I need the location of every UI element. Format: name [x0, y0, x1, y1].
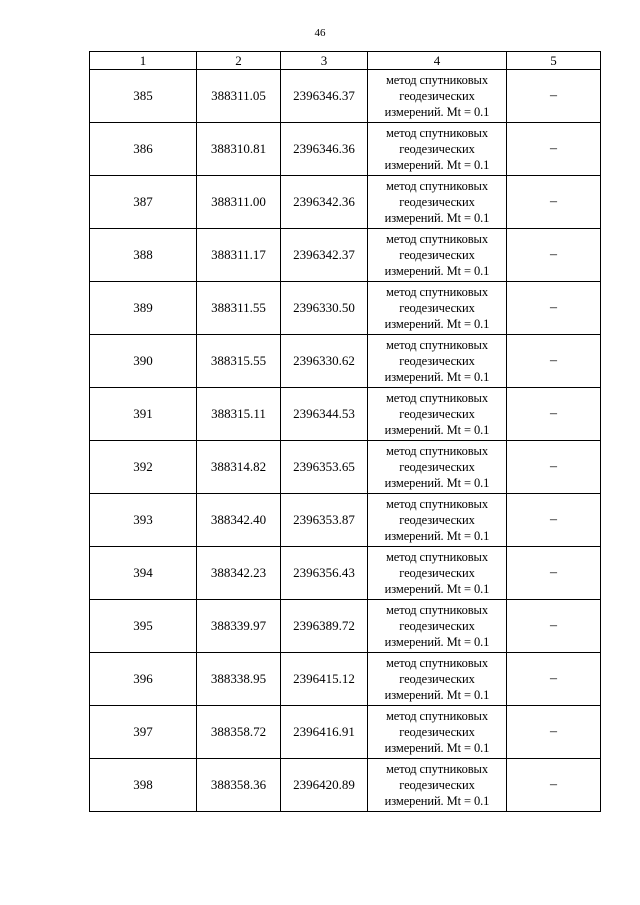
x-coordinate-cell: 388358.72 [197, 706, 281, 759]
point-number-cell: 392 [90, 441, 197, 494]
method-text-line-2: геодезических [399, 248, 475, 262]
table-row [90, 653, 601, 706]
x-coordinate-cell: 388314.82 [197, 441, 281, 494]
method-text-line-3: измерений. Mt = 0.1 [384, 529, 490, 543]
point-number-cell: 390 [90, 335, 197, 388]
table-row [90, 547, 601, 600]
y-coordinate-cell: 2396356.43 [281, 547, 368, 600]
point-number-cell: 398 [90, 759, 197, 812]
page-number: 46 [314, 27, 326, 39]
method-text-line-3: измерений. Mt = 0.1 [384, 741, 490, 755]
x-coordinate-cell: 388339.97 [197, 600, 281, 653]
method-text-line-1: метод спутниковых [386, 285, 488, 299]
x-coordinate-cell: 388310.81 [197, 123, 281, 176]
table-row [90, 176, 601, 229]
method-text-line-3: измерений. Mt = 0.1 [384, 794, 490, 808]
note-cell: – [507, 388, 601, 441]
point-number-cell: 395 [90, 600, 197, 653]
note-cell: – [507, 441, 601, 494]
method-cell [368, 759, 507, 812]
y-coordinate-cell: 2396330.62 [281, 335, 368, 388]
method-text-line-1: метод спутниковых [386, 709, 488, 723]
method-cell [368, 123, 507, 176]
method-text-line-2: геодезических [399, 301, 475, 315]
method-text-line-2: геодезических [399, 513, 475, 527]
x-coordinate-cell: 388358.36 [197, 759, 281, 812]
point-number-cell: 388 [90, 229, 197, 282]
method-text-line-1: метод спутниковых [386, 603, 488, 617]
note-cell: – [507, 706, 601, 759]
coordinates-table [89, 51, 601, 812]
method-text-line-2: геодезических [399, 566, 475, 580]
note-cell: – [507, 229, 601, 282]
method-cell [368, 70, 507, 123]
point-number-cell: 394 [90, 547, 197, 600]
note-cell: – [507, 282, 601, 335]
note-cell: – [507, 335, 601, 388]
y-coordinate-cell: 2396389.72 [281, 600, 368, 653]
point-number-cell: 387 [90, 176, 197, 229]
note-cell: – [507, 653, 601, 706]
table-row [90, 388, 601, 441]
y-coordinate-cell: 2396420.89 [281, 759, 368, 812]
point-number-cell: 393 [90, 494, 197, 547]
method-cell [368, 600, 507, 653]
table-row [90, 759, 601, 812]
point-number-cell: 385 [90, 70, 197, 123]
method-text-line-2: геодезических [399, 195, 475, 209]
x-coordinate-cell: 388315.55 [197, 335, 281, 388]
x-coordinate-cell: 388311.00 [197, 176, 281, 229]
method-cell [368, 706, 507, 759]
x-coordinate-cell: 388342.40 [197, 494, 281, 547]
method-text-line-2: геодезических [399, 89, 475, 103]
method-text-line-2: геодезических [399, 725, 475, 739]
note-cell: – [507, 70, 601, 123]
method-text-line-2: геодезических [399, 672, 475, 686]
method-text-line-1: метод спутниковых [386, 73, 488, 87]
method-text-line-1: метод спутниковых [386, 656, 488, 670]
table-header [90, 52, 601, 70]
method-text-line-1: метод спутниковых [386, 762, 488, 776]
x-coordinate-cell: 388311.05 [197, 70, 281, 123]
method-text-line-3: измерений. Mt = 0.1 [384, 211, 490, 225]
table-row [90, 441, 601, 494]
table-row [90, 706, 601, 759]
method-text-line-1: метод спутниковых [386, 179, 488, 193]
method-text-line-1: метод спутниковых [386, 126, 488, 140]
header-cell-2: 2 [197, 52, 281, 70]
method-text-line-1: метод спутниковых [386, 444, 488, 458]
method-text-line-2: геодезических [399, 142, 475, 156]
note-cell: – [507, 494, 601, 547]
point-number-cell: 386 [90, 123, 197, 176]
header-row [90, 52, 601, 70]
method-text-line-2: геодезических [399, 778, 475, 792]
point-number-cell: 391 [90, 388, 197, 441]
method-text-line-3: измерений. Mt = 0.1 [384, 582, 490, 596]
method-cell [368, 229, 507, 282]
method-text-line-3: измерений. Mt = 0.1 [384, 688, 490, 702]
method-text-line-3: измерений. Mt = 0.1 [384, 476, 490, 490]
note-cell: – [507, 600, 601, 653]
y-coordinate-cell: 2396342.37 [281, 229, 368, 282]
table-row [90, 600, 601, 653]
method-text-line-2: геодезических [399, 354, 475, 368]
header-cell-1: 1 [90, 52, 197, 70]
y-coordinate-cell: 2396330.50 [281, 282, 368, 335]
method-text-line-3: измерений. Mt = 0.1 [384, 264, 490, 278]
x-coordinate-cell: 388311.17 [197, 229, 281, 282]
method-text-line-1: метод спутниковых [386, 391, 488, 405]
method-text-line-2: геодезических [399, 619, 475, 633]
method-cell [368, 494, 507, 547]
point-number-cell: 389 [90, 282, 197, 335]
method-text-line-3: измерений. Mt = 0.1 [384, 158, 490, 172]
table-row [90, 335, 601, 388]
method-text-line-3: измерений. Mt = 0.1 [384, 635, 490, 649]
y-coordinate-cell: 2396346.37 [281, 70, 368, 123]
method-text-line-1: метод спутниковых [386, 338, 488, 352]
method-cell [368, 388, 507, 441]
method-text-line-2: геодезических [399, 407, 475, 421]
method-cell [368, 441, 507, 494]
y-coordinate-cell: 2396415.12 [281, 653, 368, 706]
table-row [90, 282, 601, 335]
table-row [90, 70, 601, 123]
y-coordinate-cell: 2396353.87 [281, 494, 368, 547]
x-coordinate-cell: 388338.95 [197, 653, 281, 706]
method-cell [368, 282, 507, 335]
method-text-line-1: метод спутниковых [386, 497, 488, 511]
method-text-line-3: измерений. Mt = 0.1 [384, 423, 490, 437]
table-body [90, 70, 601, 812]
note-cell: – [507, 176, 601, 229]
table-row [90, 229, 601, 282]
header-cell-3: 3 [281, 52, 368, 70]
header-cell-4: 4 [368, 52, 507, 70]
x-coordinate-cell: 388311.55 [197, 282, 281, 335]
method-text-line-3: измерений. Mt = 0.1 [384, 370, 490, 384]
method-text-line-3: измерений. Mt = 0.1 [384, 317, 490, 331]
y-coordinate-cell: 2396342.36 [281, 176, 368, 229]
method-cell [368, 176, 507, 229]
method-cell [368, 653, 507, 706]
y-coordinate-cell: 2396416.91 [281, 706, 368, 759]
method-cell [368, 335, 507, 388]
table-row [90, 494, 601, 547]
note-cell: – [507, 123, 601, 176]
note-cell: – [507, 547, 601, 600]
y-coordinate-cell: 2396346.36 [281, 123, 368, 176]
method-cell [368, 547, 507, 600]
method-text-line-3: измерений. Mt = 0.1 [384, 105, 490, 119]
method-text-line-1: метод спутниковых [386, 232, 488, 246]
table-row [90, 123, 601, 176]
point-number-cell: 396 [90, 653, 197, 706]
header-cell-5: 5 [507, 52, 601, 70]
point-number-cell: 397 [90, 706, 197, 759]
method-text-line-1: метод спутниковых [386, 550, 488, 564]
note-cell: – [507, 759, 601, 812]
x-coordinate-cell: 388342.23 [197, 547, 281, 600]
y-coordinate-cell: 2396344.53 [281, 388, 368, 441]
y-coordinate-cell: 2396353.65 [281, 441, 368, 494]
method-text-line-2: геодезических [399, 460, 475, 474]
x-coordinate-cell: 388315.11 [197, 388, 281, 441]
